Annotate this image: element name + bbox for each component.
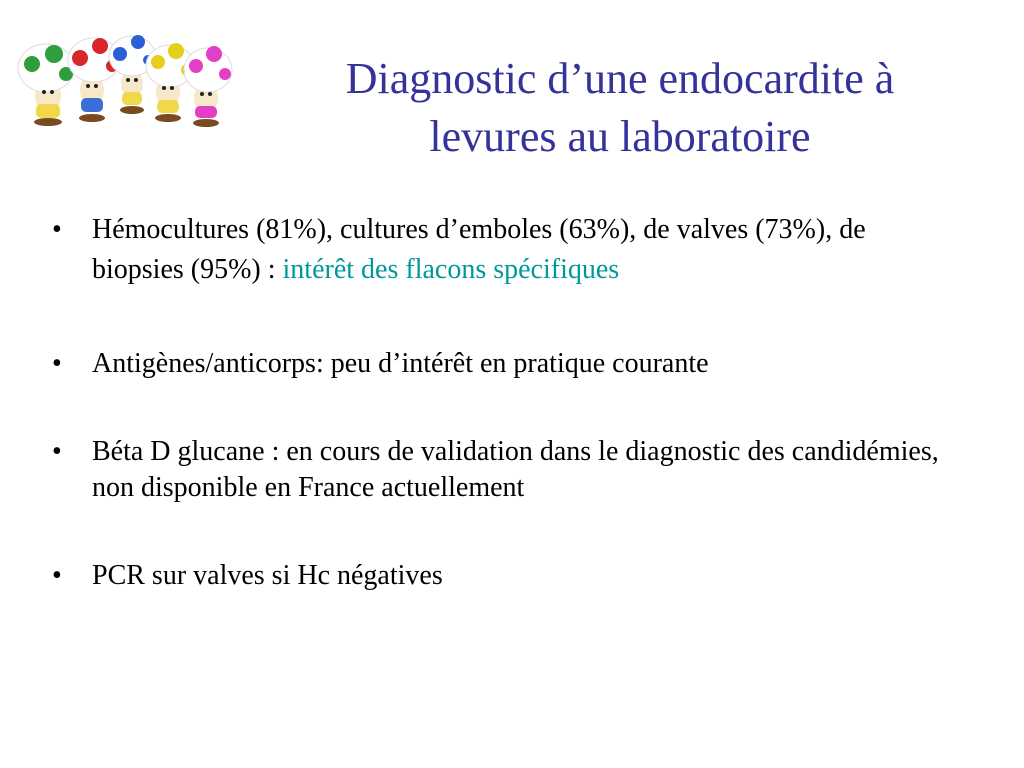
mascot-pink-icon (184, 46, 232, 127)
slide-title (260, 50, 980, 166)
bullet-item-pcr (52, 558, 962, 594)
bullet-text: Béta D glucane : en cours de validation dans le diagnostic des candidémies, non disponible en France actuellement (92, 436, 939, 503)
bullet-item-cultures (52, 210, 962, 290)
slide-title-line-1: Diagnostic d’une endocardite à (345, 54, 895, 103)
bullet-text: Hémocultures (81%), cultures d’emboles (63%), de valves (73%), de biopsies (95%) : (92, 214, 866, 285)
bullet-dot: • (52, 560, 62, 591)
bullet-list (52, 210, 962, 594)
bullet-highlight-text: intérêt des flacons spécifiques (282, 254, 620, 285)
bullet-dot: • (52, 436, 62, 467)
bullet-dot: • (52, 214, 62, 245)
mascot-green-icon (18, 44, 74, 126)
toad-mascots-illustration (14, 18, 234, 128)
bullet-item-antigens (52, 346, 962, 382)
slide-title-line-2: levures au laboratoire (429, 112, 811, 161)
bullet-item-beta-glucan (52, 434, 962, 506)
bullet-text: Antigènes/anticorps: peu d’intérêt en pratique courante (92, 348, 709, 379)
bullet-text: PCR sur valves si Hc négatives (92, 560, 443, 591)
bullet-dot: • (52, 348, 62, 379)
mascot-yellow-icon (146, 43, 194, 122)
